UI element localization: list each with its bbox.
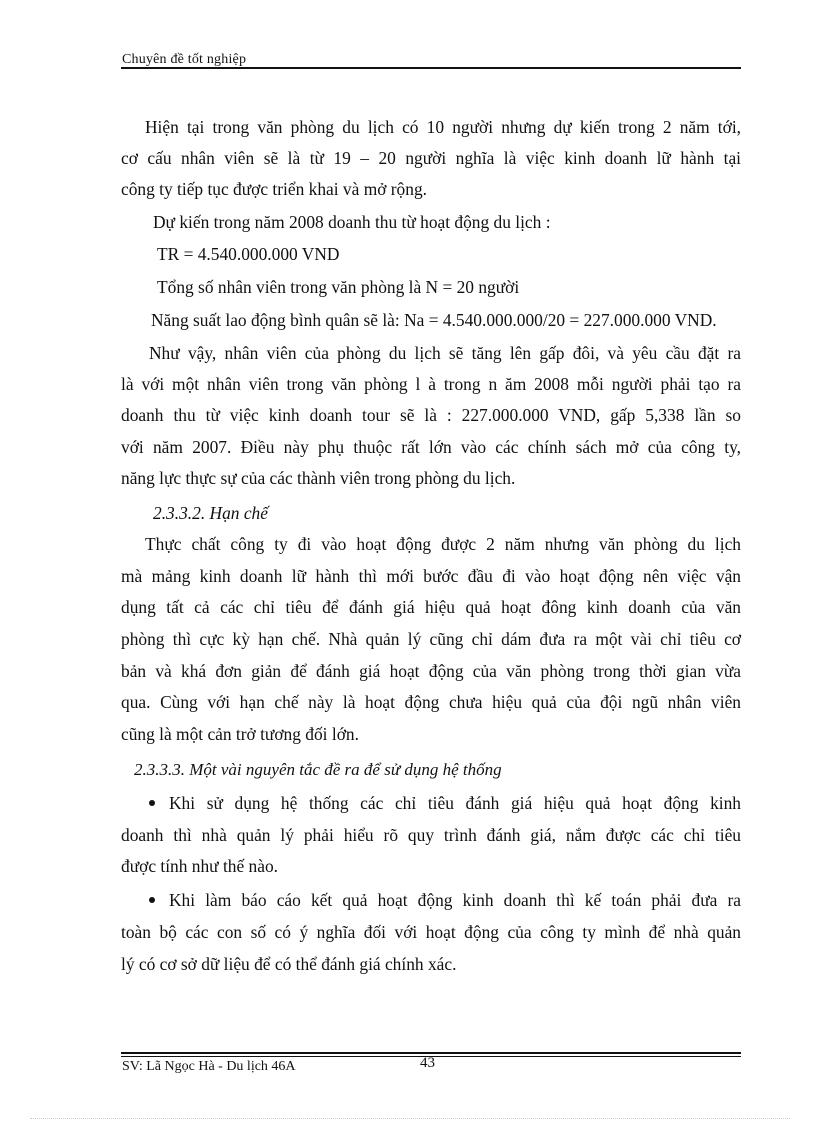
bullet-icon [149, 897, 155, 903]
section-heading-2333: 2.3.3.3. Một vài nguyên tắc đề ra để sử dụng hệ thống [134, 760, 502, 779]
bullet-icon [149, 800, 155, 806]
paragraph-3-line-4: với năm 2007. Điều này phụ thuộc rất lớn vào các chính sách mở của công ty, [121, 437, 741, 457]
paragraph-4-line-5: bản và khá đơn giản để đánh giá hoạt động của văn phòng trong thời gian vừa [121, 661, 741, 681]
bullet-2-line-2: toàn bộ các con số có ý nghĩa đối với hoạt động của công ty mình để nhà quản [121, 922, 741, 942]
paragraph-1-line-1: Hiện tại trong văn phòng du lịch có 10 người nhưng dự kiến trong 2 năm tới, [145, 117, 741, 137]
header-rule [121, 67, 741, 69]
forecast-intro: Dự kiến trong năm 2008 doanh thu từ hoạt động du lịch : [153, 212, 551, 232]
paragraph-4-line-3: dụng tất cả các chỉ tiêu để đánh giá hiệu quả hoạt đông kinh doanh của văn [121, 597, 741, 617]
bullet-2-line-3: lý có cơ sở dữ liệu để có thể đánh giá chính xác. [121, 954, 457, 974]
paragraph-3-line-3: doanh thu từ việc kinh doanh tour sẽ là : 227.000.000 VND, gấp 5,338 lần so [121, 405, 741, 425]
paragraph-3-line-1: Như vậy, nhân viên của phòng du lịch sẽ tăng lên gấp đôi, và yêu cầu đặt ra [149, 343, 741, 363]
paragraph-1-line-2: cơ cấu nhân viên sẽ là từ 19 – 20 người nghĩa là việc kinh doanh lữ hành tại [121, 148, 741, 168]
page-number: 43 [420, 1055, 435, 1071]
bullet-1-line-2: doanh thì nhà quản lý phải hiểu rõ quy trình đánh giá, nắm được các chỉ tiêu [121, 825, 741, 845]
bullet-2-line-1 [121, 889, 741, 911]
revenue-line: TR = 4.540.000.000 VND [157, 244, 340, 264]
bullet-1-line-1 [121, 792, 741, 814]
paragraph-3-line-2: là với một nhân viên trong văn phòng l à trong n ăm 2008 mỗi người phải tạo ra [121, 374, 741, 394]
paragraph-4-line-6: qua. Cùng với hạn chế này là hoạt động chưa hiệu quả của đội ngũ nhân viên [121, 692, 741, 712]
header-title: Chuyên đề tốt nghiệp [122, 52, 247, 67]
footer-author: SV: Lã Ngọc Hà - Du lịch 46A [122, 1059, 296, 1074]
bullet-1-line-3: được tính như thế nào. [121, 856, 278, 876]
paragraph-4-line-2: mà mảng kinh doanh lữ hành thì mới bước đầu đi vào hoạt động nên việc vận [121, 566, 741, 586]
paragraph-3-line-5: năng lực thực sự của các thành viên trong phòng du lịch. [121, 468, 516, 488]
section-heading-2332: 2.3.3.2. Hạn chế [153, 503, 268, 523]
staff-line: Tổng số nhân viên trong văn phòng là N = 20 người [157, 277, 520, 297]
paragraph-4-line-7: cũng là một cản trở tương đối lớn. [121, 724, 359, 744]
bullet-2-text: Khi làm báo cáo kết quả hoạt động kinh doanh thì kế toán phải đưa ra [169, 890, 741, 910]
footer-rule [121, 1052, 741, 1054]
paragraph-4-line-1: Thực chất công ty đi vào hoạt động được 2 năm nhưng văn phòng du lịch [145, 534, 741, 554]
paragraph-1-line-3: công ty tiếp tục được triển khai và mở rộng. [121, 179, 427, 199]
bullet-1-text: Khi sử dụng hệ thống các chỉ tiêu đánh giá hiệu quả hoạt động kinh [169, 793, 741, 813]
productivity-line: Năng suất lao động bình quân sẽ là: Na = 4.540.000.000/20 = 227.000.000 VND. [151, 310, 717, 330]
page-edge [30, 1118, 790, 1119]
paragraph-4-line-4: phòng thì cực kỳ hạn chế. Nhà quản lý cũng chỉ dám đưa ra một vài chỉ tiêu cơ [121, 629, 741, 649]
